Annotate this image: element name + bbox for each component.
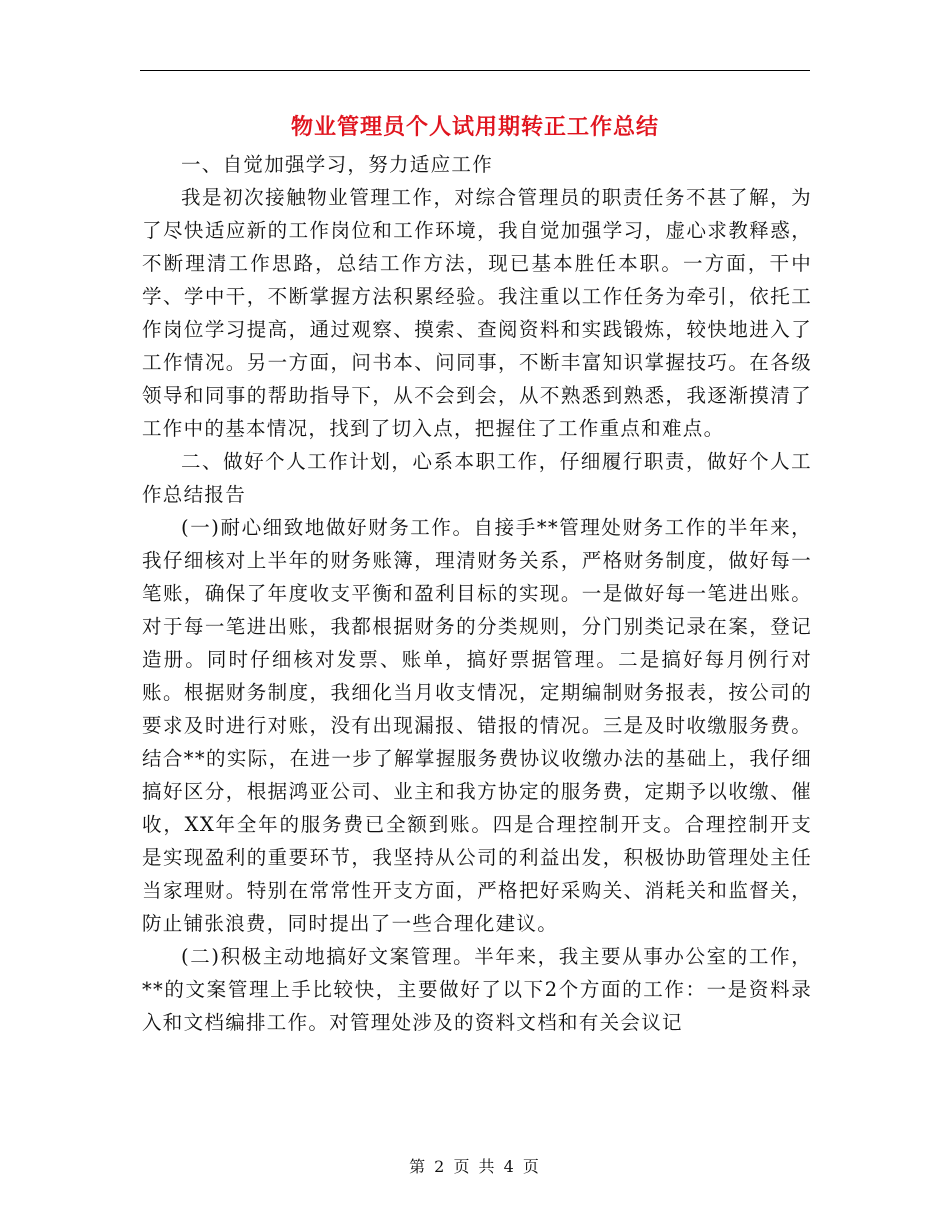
heading-section-1: 一、自觉加强学习，努力适应工作 — [181, 153, 494, 176]
page-number: 第 2 页 共 4 页 — [409, 1157, 541, 1176]
document-body — [142, 148, 812, 1039]
paragraph-finance: (一)耐心细致地做好财务工作。自接手**管理处财务工作的半年来，我仔细核对上半年的财务账簿，理清财务关系，严格财务制度，做好每一笔账，确保了年度收支平衡和盈利目标的实现。一是做好每一笔进出账。对于每一笔进出账，我都根据财务的分类规则，分门别类记录在案，登记造册。同时仔细核对发票、账单，搞好票据管理。二是搞好每月例行对账。根据财务制度，我细化当月收支情况，定期编制财务报表，按公司的要求及时进行对账，没有出现漏报、错报的情况。三是及时收缴服务费。结合**的实际，在进一步了解掌握服务费协议收缴办法的基础上，我仔细搞好区分，根据鸿亚公司、业主和我方协定的服务费，定期予以收缴、催收，XX年全年的服务费已全额到账。四是合理控制开支。合理控制开支是实现盈利的重要环节，我坚持从公司的利益出发，积极协助管理处主任当家理财。特别在常常性开支方面，严格把好采购关、消耗关和监督关，防止铺张浪费，同时提出了一些合理化建议。 — [142, 516, 812, 935]
paragraph-section-1: 我是初次接触物业管理工作，对综合管理员的职责任务不甚了解，为了尽快适应新的工作岗位和工作环境，我自觉加强学习，虚心求教释惑，不断理清工作思路，总结工作方法，现已基本胜任本职。一方面，干中学、学中干，不断掌握方法积累经验。我注重以工作任务为牵引，依托工作岗位学习提高，通过观察、摸索、查阅资料和实践锻炼，较快地进入了工作情况。另一方面，问书本、问同事，不断丰富知识掌握技巧。在各级领导和同事的帮助指导下，从不会到会，从不熟悉到熟悉，我逐渐摸清了工作中的基本情况，找到了切入点，把握住了工作重点和难点。 — [142, 186, 812, 440]
paragraph-documents: (二)积极主动地搞好文案管理。半年来，我主要从事办公室的工作，**的文案管理上手比较快，主要做好了以下2个方面的工作：一是资料录入和文档编排工作。对管理处涉及的资料文档和有关会议记 — [142, 945, 812, 1034]
document-title: 物业管理员个人试用期转正工作总结 — [290, 114, 659, 140]
heading-section-2: 二、做好个人工作计划，心系本职工作，仔细履行职责，做好个人工作总结报告 — [142, 450, 812, 506]
header-rule — [140, 70, 810, 71]
